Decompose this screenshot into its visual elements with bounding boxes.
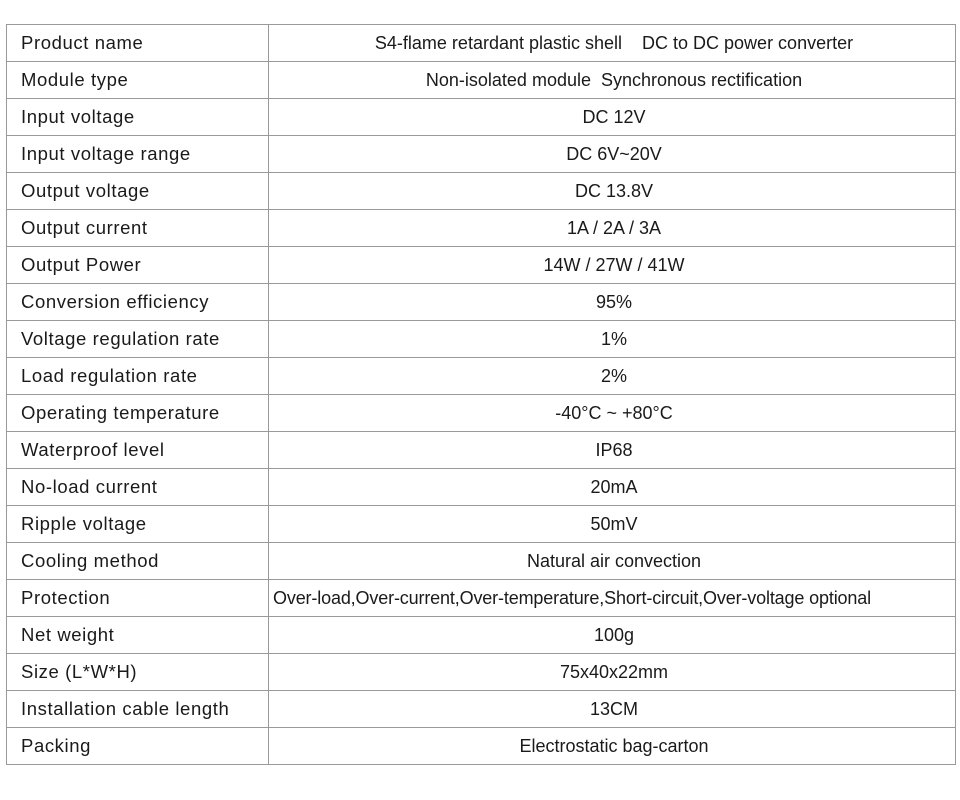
row-label: Output Power bbox=[7, 247, 269, 284]
table-row-output-voltage bbox=[7, 173, 956, 210]
row-value: IP68 bbox=[269, 432, 956, 469]
row-value: Electrostatic bag-carton bbox=[269, 728, 956, 765]
row-value: 100g bbox=[269, 617, 956, 654]
row-value: 75x40x22mm bbox=[269, 654, 956, 691]
spec-table bbox=[6, 24, 956, 765]
table-row-cooling-method bbox=[7, 543, 956, 580]
table-row-input-voltage-range bbox=[7, 136, 956, 173]
row-value: -40°C ~ +80°C bbox=[269, 395, 956, 432]
row-label: Net weight bbox=[7, 617, 269, 654]
row-label: Module type bbox=[7, 62, 269, 99]
row-value: 1% bbox=[269, 321, 956, 358]
row-label: Waterproof level bbox=[7, 432, 269, 469]
row-label: Protection bbox=[7, 580, 269, 617]
row-value: 2% bbox=[269, 358, 956, 395]
table-row-installation-cable-length bbox=[7, 691, 956, 728]
row-label: Load regulation rate bbox=[7, 358, 269, 395]
row-value: Non-isolated module Synchronous rectification bbox=[269, 62, 956, 99]
row-label: Ripple voltage bbox=[7, 506, 269, 543]
row-value: 1A / 2A / 3A bbox=[269, 210, 956, 247]
table-row-operating-temperature bbox=[7, 395, 956, 432]
row-label: Output voltage bbox=[7, 173, 269, 210]
spec-table-body bbox=[7, 25, 956, 765]
table-row-conversion-efficiency bbox=[7, 284, 956, 321]
row-value: 20mA bbox=[269, 469, 956, 506]
table-row-output-current bbox=[7, 210, 956, 247]
row-value: 13CM bbox=[269, 691, 956, 728]
row-label: Cooling method bbox=[7, 543, 269, 580]
row-value: Over-load,Over-current,Over-temperature,Short-circuit,Over-voltage optional bbox=[269, 580, 956, 617]
row-label: Input voltage bbox=[7, 99, 269, 136]
table-row-net-weight bbox=[7, 617, 956, 654]
table-row-module-type bbox=[7, 62, 956, 99]
row-value: DC 13.8V bbox=[269, 173, 956, 210]
row-value: 14W / 27W / 41W bbox=[269, 247, 956, 284]
row-value: DC 12V bbox=[269, 99, 956, 136]
table-row-no-load-current bbox=[7, 469, 956, 506]
row-label: Conversion efficiency bbox=[7, 284, 269, 321]
table-row-load-regulation-rate bbox=[7, 358, 956, 395]
row-label: Output current bbox=[7, 210, 269, 247]
row-value: S4-flame retardant plastic shell DC to DC power converter bbox=[269, 25, 956, 62]
table-row-protection bbox=[7, 580, 956, 617]
row-value: DC 6V~20V bbox=[269, 136, 956, 173]
table-row-ripple-voltage bbox=[7, 506, 956, 543]
row-label: Operating temperature bbox=[7, 395, 269, 432]
row-label: Packing bbox=[7, 728, 269, 765]
row-label: Product name bbox=[7, 25, 269, 62]
table-row-voltage-regulation-rate bbox=[7, 321, 956, 358]
row-label: Installation cable length bbox=[7, 691, 269, 728]
table-row-size bbox=[7, 654, 956, 691]
table-row-product-name bbox=[7, 25, 956, 62]
table-row-packing bbox=[7, 728, 956, 765]
table-row-output-power bbox=[7, 247, 956, 284]
row-label: Size (L*W*H) bbox=[7, 654, 269, 691]
row-value: 95% bbox=[269, 284, 956, 321]
table-row-waterproof-level bbox=[7, 432, 956, 469]
row-label: No-load current bbox=[7, 469, 269, 506]
row-label: Voltage regulation rate bbox=[7, 321, 269, 358]
row-value: 50mV bbox=[269, 506, 956, 543]
table-row-input-voltage bbox=[7, 99, 956, 136]
row-label: Input voltage range bbox=[7, 136, 269, 173]
row-value: Natural air convection bbox=[269, 543, 956, 580]
